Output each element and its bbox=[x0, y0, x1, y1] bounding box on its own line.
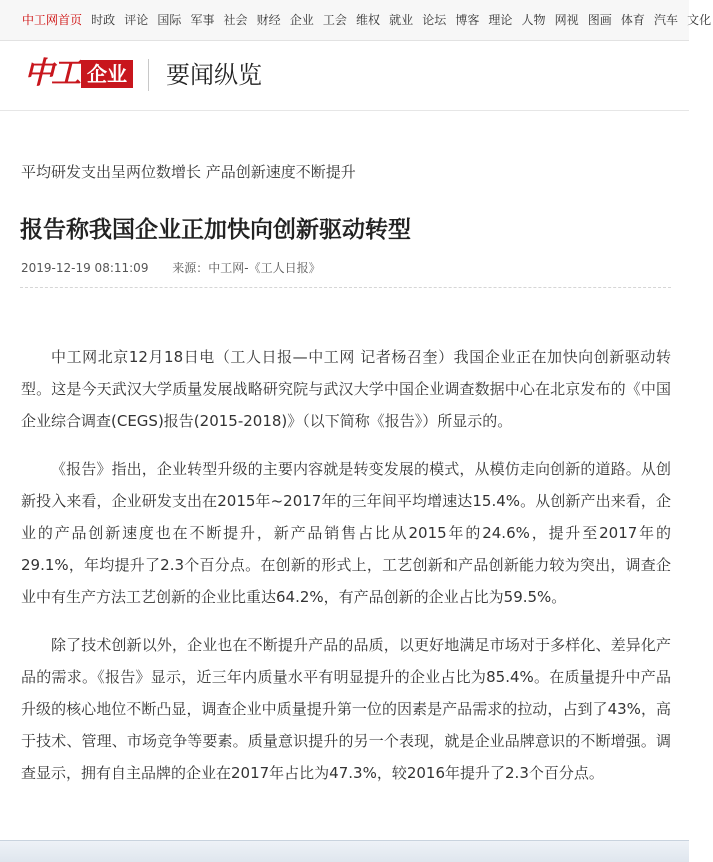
nav-union[interactable]: 工会 bbox=[322, 13, 347, 27]
nav-pictures[interactable]: 图画 bbox=[587, 13, 612, 27]
article-paragraph: 中工网北京12月18日电（工人日报—中工网 记者杨召奎）我国企业正在加快向创新驱动转型。这是今天武汉大学质量发展战略研究院与武汉大学中国企业调查数据中心在北京发布的《中国企业综合调查(CEGS)报告(2015-2018)》（以下简称《报告》）所显示的。 bbox=[21, 348, 671, 430]
header-divider bbox=[148, 59, 149, 91]
nav-finance[interactable]: 财经 bbox=[256, 13, 281, 27]
top-nav bbox=[0, 0, 712, 41]
nav-theory[interactable]: 理论 bbox=[488, 13, 513, 27]
article-source: 来源：中工网-《工人日报》 bbox=[172, 261, 321, 275]
nav-culture[interactable]: 文化 bbox=[687, 13, 712, 27]
article-title: 报告称我国企业正加快向创新驱动转型 bbox=[20, 217, 411, 243]
nav-sports[interactable]: 体育 bbox=[620, 13, 645, 27]
nav-employment[interactable]: 就业 bbox=[389, 13, 414, 27]
article-paragraph: 除了技术创新以外，企业也在不断提升产品的品质，以更好地满足市场对于多样化、差异化产品的需求。《报告》显示，近三年内质量水平有明显提升的企业占比为85.4%。在质量提升中产品升级的核心地位不断凸显，调查企业中质量提升第一位的因素是产品需求的拉动，占到了43%，高于技术、管理、市场竞争等要素。质量意识提升的另一个表现，就是企业品牌意识的不断增强。调查显示，拥有自主品牌的企业在2017年占比为47.3%，较2016年提升了2.3个百分点。 bbox=[21, 636, 671, 782]
nav-society[interactable]: 社会 bbox=[223, 13, 248, 27]
channel-tag[interactable]: 企业 bbox=[81, 60, 133, 88]
nav-blog[interactable]: 博客 bbox=[455, 13, 480, 27]
section-title: 要闻纵览 bbox=[166, 61, 262, 89]
nav-international[interactable]: 国际 bbox=[157, 13, 182, 27]
nav-video[interactable]: 网视 bbox=[554, 13, 579, 27]
nav-people[interactable]: 人物 bbox=[521, 13, 546, 27]
article-subtitle: 平均研发支出呈两位数增长 产品创新速度不断提升 bbox=[21, 163, 356, 181]
nav-politics[interactable]: 时政 bbox=[91, 13, 116, 27]
nav-enterprise[interactable]: 企业 bbox=[289, 13, 314, 27]
article-paragraph: 《报告》指出，企业转型升级的主要内容就是转变发展的模式，从模仿走向创新的道路。从创新投入来看，企业研发支出在2015年~2017年的三年间平均增速达15.4%。从创新产出来看，企业的产品创新速度也在不断提升，新产品销售占比从2015年的24.6%，提升至2017年的29.1%，年均提升了2.3个百分点。在创新的形式上，工艺创新和产品创新能力较为突出，调查企业中有生产方法工艺创新的企业比重达64.2%，有产品创新的企业占比为59.5%。 bbox=[21, 460, 671, 606]
article-meta bbox=[21, 259, 321, 277]
nav-commentary[interactable]: 评论 bbox=[124, 13, 149, 27]
nav-forum[interactable]: 论坛 bbox=[422, 13, 447, 27]
nav-rights[interactable]: 维权 bbox=[355, 13, 380, 27]
nav-auto[interactable]: 汽车 bbox=[653, 13, 678, 27]
nav-home[interactable]: 中工网首页 bbox=[22, 13, 83, 27]
article-body bbox=[21, 341, 671, 805]
browser-status-bar bbox=[0, 840, 689, 862]
nav-military[interactable]: 军事 bbox=[190, 13, 215, 27]
site-header bbox=[0, 41, 689, 111]
meta-divider bbox=[20, 287, 671, 288]
publish-datetime: 2019-12-19 08:11:09 bbox=[21, 261, 149, 275]
site-logo[interactable]: 中工 bbox=[24, 56, 78, 91]
